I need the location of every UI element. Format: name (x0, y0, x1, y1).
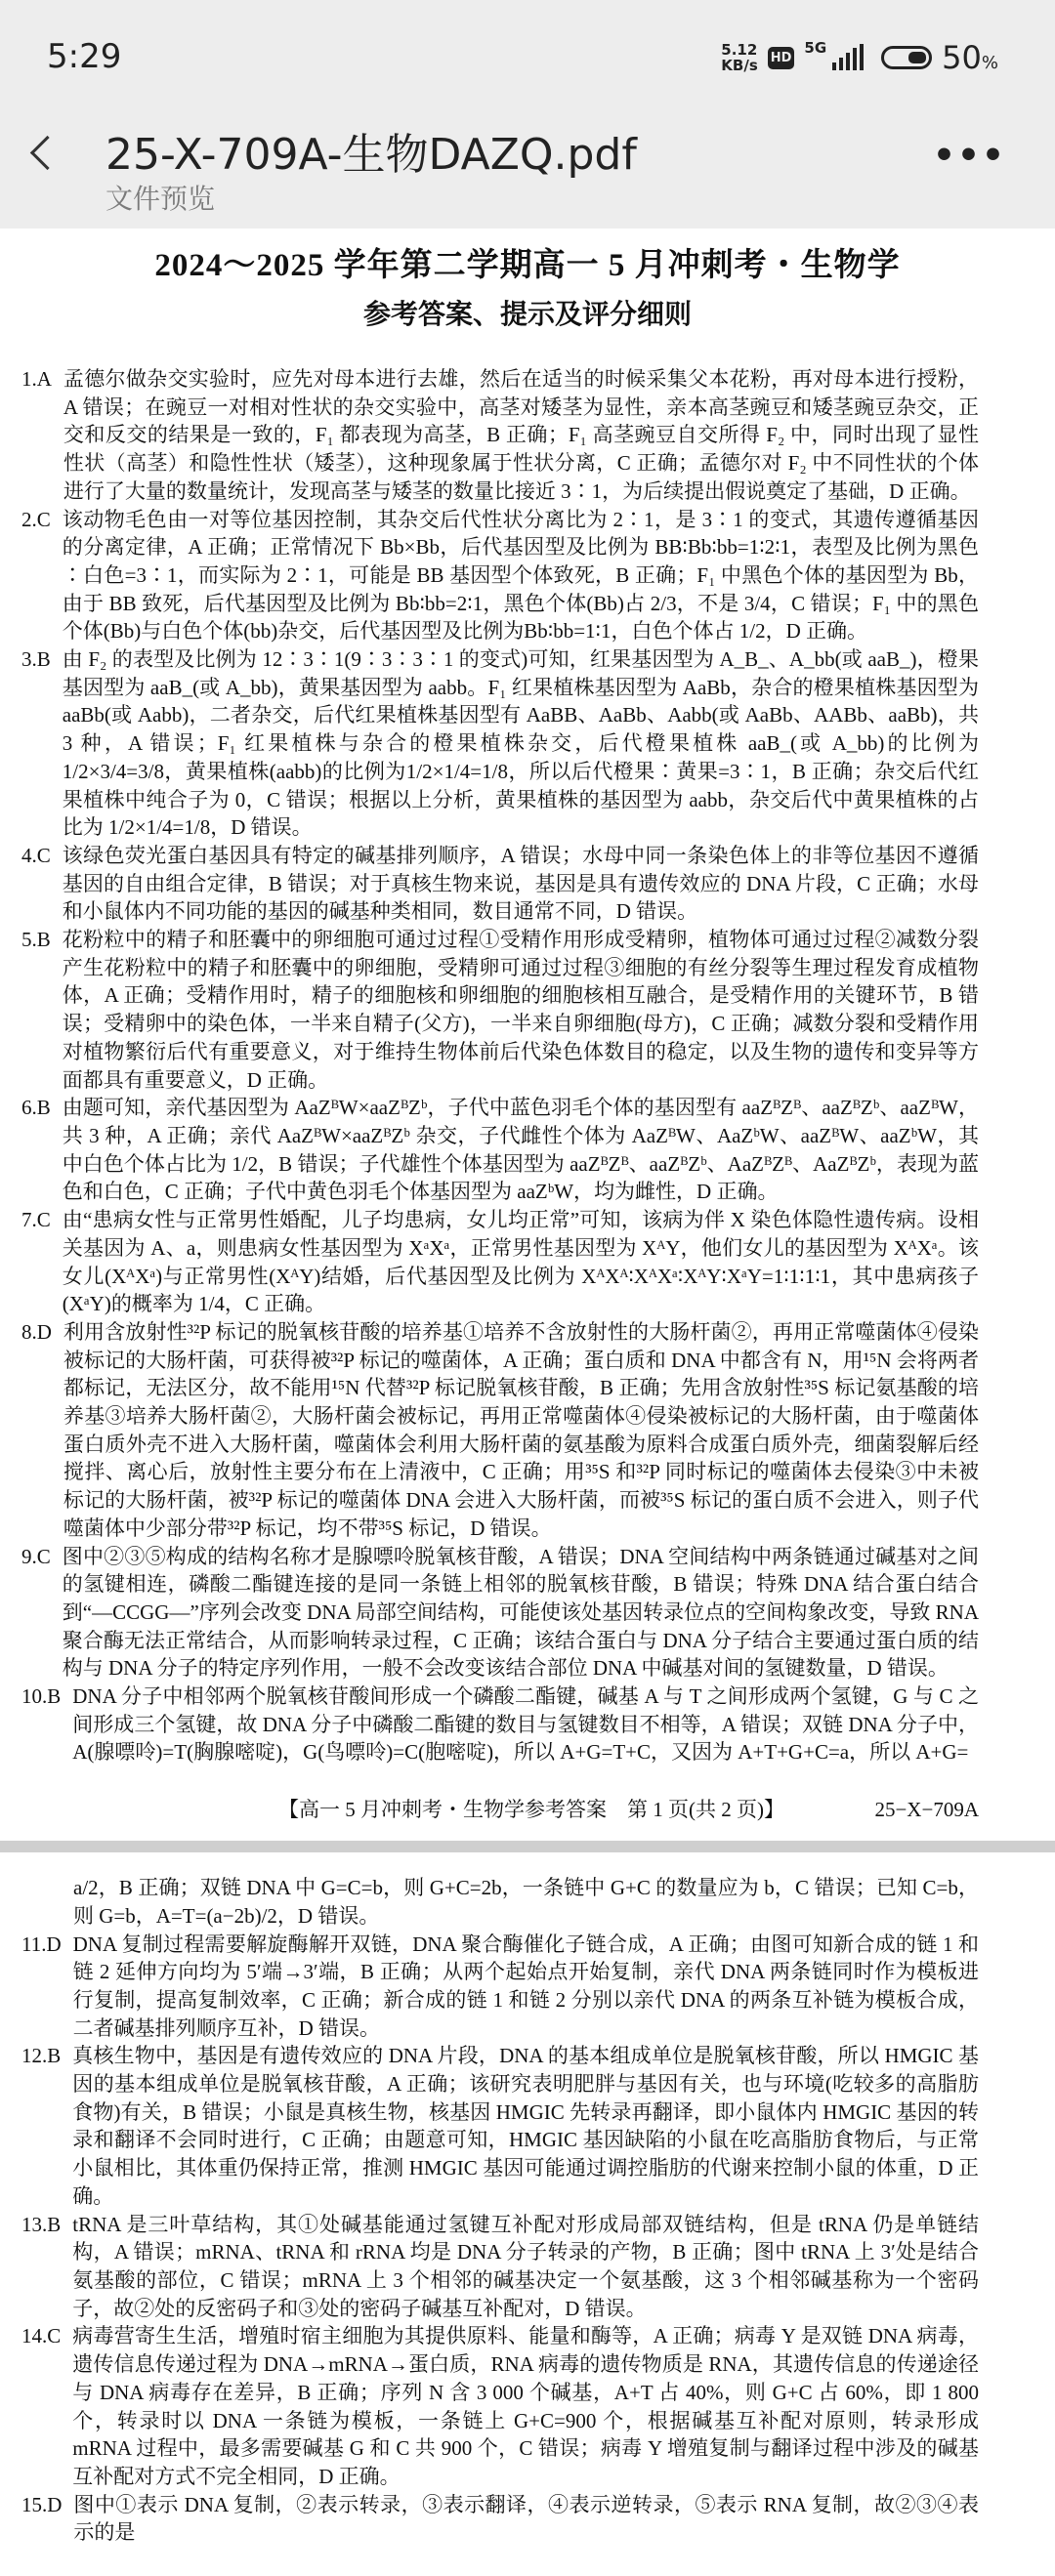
answer-item (21, 1318, 979, 1543)
answer-explanation: DNA 分子中相邻两个脱氧核苷酸间形成一个磷酸二酯键，碱基 A 与 T 之间形成两个氢键，G 与 C 之间形成三个氢键，故 DNA 分子中磷酸二酯键的数目与氢键数目不相等，A 错误；双链 DNA 分子中，A(腺嘌呤)=T(胸腺嘧啶)，G(鸟嘌呤)=C(胞嘧啶)，所以 A+G=T+C，又因为 A+T+G+C=a，所以 A+G= (72, 1684, 979, 1765)
page-footer (278, 1796, 979, 1823)
back-chevron-icon[interactable] (30, 136, 64, 170)
5g-icon: 5G (804, 39, 827, 57)
answer-explanation: DNA 复制过程需要解旋酶解开双链，DNA 聚合酶催化子链合成，A 正确；由图可知新合成的链 1 和链 2 延伸方向均为 5′端→3′端，B 正确；从两个起始点开始复制，亲代 DNA 两条链同时作为模板进行复制，提高复制效率，C 正确；新合成的链 1 和链 2 分别以亲代 DNA 的两条互补链为模板合成，二者碱基排列顺序互补，D 错误。 (72, 1932, 979, 2040)
signal-icon (832, 45, 864, 70)
answer-item (21, 926, 979, 1094)
network-speed (721, 42, 757, 73)
answer-number: 14.C (21, 2324, 62, 2348)
answer-explanation: 由 F₂ 的表型及比例为 12∶3∶1(9∶3∶3∶1 的变式)可知，红果基因型为 A_B_、A_bb(或 aaB_)，橙果基因型为 aaB_(或 A_bb)，黄果基因型为 aabb。F₁ 红果植株基因型为 AaBb，杂合的橙果植株基因型为 aaBb(或 Aabb)，二者杂交，后代红果植株基因型有 AaBB、AaBb、Aabb(或 AaBb、AABb、aaBb)，共 3 种，A 错误；F₁ 红果植株与杂合的橙果植株杂交，后代橙果植株 aaB_(或 A_bb)的比例为 1/2×3/4=3/8，黄果植株(aabb)的比例为1/2×1/4=1/8，所以后代橙果∶黄果=3∶1，B 正确；杂交后代红果植株中纯合子为 0，C 错误；根据以上分析，黄果植株的基因型为 aabb，杂交后代中黄果植株的占比为 1/2×1/4=1/8，D 错误。 (62, 647, 979, 840)
status-icons (721, 39, 998, 76)
app-header (0, 0, 1055, 229)
answer-item (21, 1094, 979, 1206)
answer-explanation: 该动物毛色由一对等位基因控制，其杂交后代性状分离比为 2∶1，是 3∶1 的变式，其遗传遵循基因的分离定律，A 正确；正常情况下 Bb×Bb，后代基因型及比例为 BB∶Bb∶bb=1∶2∶1，表型及比例为黑色∶白色=3∶1，而实际为 2∶1，可能是 BB 基因型个体致死，B 正确；F₁ 中黑色个体的基因型为 Bb，由于 BB 致死，后代基因型及比例为 Bb∶bb=2∶1，黑色个体(Bb)占 2/3，不是 3/4，C 错误；F₁ 中的黑色个体(Bb)与白色个体(bb)杂交，后代基因型及比例为Bb∶bb=1∶1，白色个体占 1/2，D 正确。 (62, 507, 979, 644)
answer-explanation: tRNA 是三叶草结构，其①处碱基能通过氢键互补配对形成局部双链结构，但是 tRNA 仍是单链结构，A 错误；mRNA、tRNA 和 rRNA 均是 DNA 分子转录的产物，B 正确；图中 tRNA 上 3′处是结合氨基酸的部位，C 错误；mRNA 上 3 个相邻的碱基决定一个氨基酸，这 3 个相邻碱基称为一个密码子，故②处的反密码子和③处的密码子碱基互补配对，D 错误。 (72, 2212, 979, 2320)
answer-number: 15.D (21, 2492, 63, 2516)
answer-item (21, 365, 979, 506)
answer-continuation: a/2，B 正确；双链 DNA 中 G=C=b，则 G+C=2b，一条链中 G+C 的数量应为 b，C 错误；已知 C=b，则 G=b，A=T=(a−2b)/2，D 错误。 (73, 1876, 979, 1928)
answer-number: 10.B (21, 1684, 62, 1709)
answer-explanation: 图中①表示 DNA 复制，②表示转录，③表示翻译，④表示逆转录，⑤表示 RNA 复制，故②③④表示的是 (73, 2492, 979, 2545)
answer-number: 1.A (21, 367, 52, 391)
answer-item (21, 506, 979, 646)
answer-explanation: 病毒营寄生生活，增殖时宿主细胞为其提供原料、能量和酶等，A 正确；病毒 Y 是双链 DNA 病毒，遗传信息传递过程为 DNA→mRNA→蛋白质，RNA 病毒的遗传物质是 RNA，其遗传信息的传递途径与 DNA 病毒存在差异，B 正确；序列 N 含 3 000 个碱基，A+T 占 40%，则 G+C 占 60%，即 1 800 个，转录时以 DNA 一条链为模板，一条链上 G+C=900 个，根据碱基互补配对原则，转录形成 mRNA 过程中，最多需要碱基 G 和 C 共 900 个，C 错误；病毒 Y 增殖复制与翻译过程中涉及的碱基互补配对方式不完全相同，D 正确。 (72, 2324, 979, 2488)
answer-number: 8.D (21, 1319, 52, 1344)
hd-icon: HD (768, 47, 795, 69)
battery-percent: 50% (942, 39, 998, 76)
answer-item (21, 1543, 979, 1683)
answer-item (21, 2211, 979, 2323)
pdf-document (0, 229, 1055, 2576)
answer-number: 13.B (21, 2212, 62, 2236)
answer-number: 3.B (21, 647, 51, 672)
answer-item (21, 842, 979, 926)
document-title: 2024～2025 学年第二学期高一 5 月冲刺考・生物学 (154, 248, 901, 283)
answer-item (21, 1683, 979, 1766)
document-subtitle: 参考答案、提示及评分细则 (362, 300, 692, 330)
answer-number: 6.B (21, 1096, 51, 1120)
answer-number: 9.C (21, 1544, 51, 1568)
answer-explanation: 真核生物中，基因是有遗传效应的 DNA 片段，DNA 的基本组成单位是脱氧核苷酸，所以 HMGIC 基因的基本组成单位是脱氧核苷酸，A 正确；该研究表明肥胖与基因有关，也与环境(吃较多的高脂肪食物)有关，B 错误；小鼠是真核生物，核基因 HMGIC 先转录再翻译，即小鼠体内 HMGIC 基因的转录和翻译不会同时进行，C 正确；由题意可知，HMGIC 基因缺陷的小鼠在吃高脂肪食物后，与正常小鼠相比，其体重仍保持正常，推测 HMGIC 基因可能通过调控脂肪的代谢来控制小鼠的体重，D 正确。 (72, 2044, 979, 2208)
answer-explanation: 孟德尔做杂交实验时，应先对母本进行去雄，然后在适当的时候采集父本花粉，再对母本进行授粉，A 错误；在豌豆一对相对性状的杂交实验中，高茎对矮茎为显性，亲本高茎豌豆和矮茎豌豆杂交，正交和反交的结果是一致的，F₁ 都表现为高茎，B 正确；F₁ 高茎豌豆自交所得 F₂ 中，同时出现了显性性状（高茎）和隐性性状（矮茎），这种现象属于性状分离，C 正确；孟德尔对 F₂ 中不同性状的个体进行了大量的数量统计，发现高茎与矮茎的数量比接近 3∶1，为后续提出假说奠定了基础，D 正确。 (63, 367, 979, 503)
more-options-icon[interactable]: ••• (932, 136, 1006, 176)
answer-explanation: 利用含放射性³²P 标记的脱氧核苷酸的培养基①培养不含放射性的大肠杆菌②，再用正常噬菌体④侵染被标记的大肠杆菌，可获得被³²P 标记的噬菌体，A 正确；蛋白质和 DNA 中都含有 N，用¹⁵N 会将两者都标记，无法区分，故不能用¹⁵N 代替³²P 标记脱氧核苷酸，B 正确；先用含放射性³⁵S 标记氨基酸的培养基③培养大肠杆菌②，大肠杆菌会被标记，再用正常噬菌体④侵染被标记的大肠杆菌，由于噬菌体蛋白质外壳不进入大肠杆菌，噬菌体会利用大肠杆菌的氨基酸为原料合成蛋白质外壳，细菌裂解后经搅拌、离心后，放射性主要分布在上清液中，C 正确；用³⁵S 和³²P 同时标记的噬菌体去侵染③中未被标记的大肠杆菌，被³²P 标记的噬菌体 DNA 会进入大肠杆菌，而被³⁵S 标记的蛋白质不会进入，则子代噬菌体中少部分带³²P 标记，均不带³⁵S 标记，D 错误。 (63, 1319, 980, 1540)
answer-explanation: 图中②③⑤构成的结构名称才是腺嘌呤脱氧核苷酸，A 错误；DNA 空间结构中两条链通过碱基对之间的氢键相连，磷酸二酯键连接的是同一条链上相邻的脱氧核苷酸，B 错误；特殊 DNA 结合蛋白结合到“—CCGG—”序列会改变 DNA 局部空间结构，可能使该处基因转录位点的空间构象改变，导致 RNA 聚合酶无法正常结合，从而影响转录过程，C 正确；该结合蛋白与 DNA 分子结合主要通过蛋白质的结构与 DNA 分子的特定序列作用，一般不会改变该结合部位 DNA 中碱基对间的氢键数量，D 错误。 (62, 1544, 979, 1681)
answer-item (21, 2042, 979, 2210)
answer-item (21, 2322, 979, 2490)
answer-number: 2.C (21, 507, 51, 531)
answer-number: 12.B (21, 2044, 62, 2068)
answer-explanation: 由“患病女性与正常男性婚配，儿子均患病，女儿均正常”可知，该病为伴 X 染色体隐性遗传病。设相关基因为 A、a，则患病女性基因型为 XᵃXᵃ，正常男性基因型为 XᴬY，他们女儿的基因型为 XᴬXᵃ。该女儿(XᴬXᵃ)与正常男性(XᴬY)结婚，后代基因型及比例为 XᴬXᴬ∶XᴬXᵃ∶XᴬY∶XᵃY=1∶1∶1∶1，其中患病孩子(XᵃY)的概率为 1/4，C 正确。 (62, 1208, 979, 1316)
footer-code: 25−X−709A (874, 1798, 979, 1822)
answer-explanation: 该绿色荧光蛋白基因具有特定的碱基排列顺序，A 错误；水母中同一条染色体上的非等位基因不遵循基因的自由组合定律，B 错误；对于真核生物来说，基因是具有遗传效应的 DNA 片段，C 正确；水母和小鼠体内不同功能的基因的碱基种类相同，数目通常不同，D 错误。 (62, 843, 979, 924)
page-divider (0, 1841, 1055, 1852)
answer-item (21, 645, 979, 842)
network-speed-value: 5.12 (721, 41, 758, 59)
footer-page-info: 【高一 5 月冲刺考・生物学参考答案 第 1 页(共 2 页)】 (278, 1798, 784, 1822)
network-speed-unit: KB/s (721, 57, 758, 74)
page-2-answers (21, 1874, 979, 2547)
status-time: 5:29 (47, 37, 122, 76)
answer-number: 7.C (21, 1208, 51, 1232)
answer-number: 4.C (21, 843, 51, 867)
answer-item (21, 2491, 979, 2547)
file-preview-label: 文件预览 (106, 183, 216, 215)
answer-explanation: 由题可知，亲代基因型为 AaZᴮW×aaZᴮZᵇ，子代中蓝色羽毛个体的基因型有 aaZᴮZᴮ、aaZᴮZᵇ、aaZᴮW，共 3 种，A 正确；亲代 AaZᴮW×aaZᴮZᵇ 杂交，子代雌性个体为 AaZᴮW、AaZᵇW、aaZᴮW、aaZᵇW，其中白色个体占比为 1/2，B 错误；子代雄性个体基因型为 aaZᴮZᴮ、aaZᴮZᵇ、AaZᴮZᴮ、AaZᴮZᵇ，表现为蓝色和白色，C 正确；子代中黄色羽毛个体基因型为 aaZᵇW，均为雌性，D 正确。 (62, 1096, 979, 1204)
answer-explanation: 花粉粒中的精子和胚囊中的卵细胞可通过过程①受精作用形成受精卵，植物体可通过过程②减数分裂产生花粉粒中的精子和胚囊中的卵细胞，受精卵可通过过程③细胞的有丝分裂等生理过程发育成植物体，A 正确；受精作用时，精子的细胞核和卵细胞的细胞核相互融合，是受精作用的关键环节，B 错误；受精卵中的染色体，一半来自精子(父方)，一半来自卵细胞(母方)，C 正确；减数分裂和受精作用对植物繁衍后代有重要意义，对于维持生物体前后代染色体数目的稳定，以及生物的遗传和变异等方面都具有重要意义，D 正确。 (62, 928, 979, 1092)
answer-item (21, 1206, 979, 1318)
answer-item (21, 1931, 979, 2043)
battery-icon (881, 46, 932, 69)
file-title: 25-X-709A-生物DAZQ.pdf (106, 130, 637, 180)
answer-number: 5.B (21, 928, 51, 952)
page-1-answers (21, 365, 979, 1766)
answer-number: 11.D (21, 1932, 62, 1956)
